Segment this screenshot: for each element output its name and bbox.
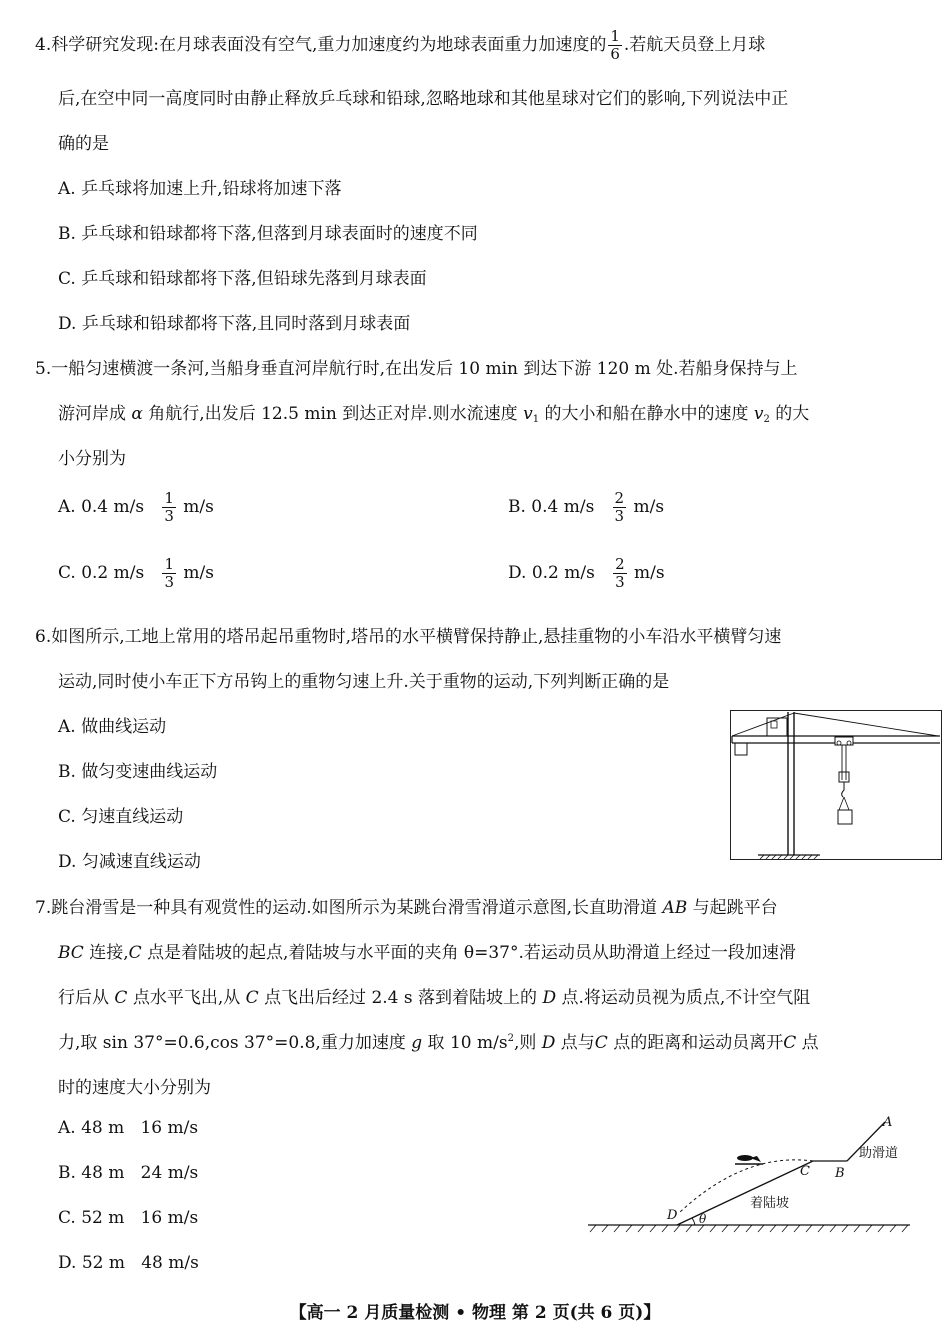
label-theta: θ: [699, 1212, 707, 1226]
q7-line3: 行后从 C 点水平飞出,从 C 点飞出后经过 2.4 s 落到着陆坡上的 D 点.将运动员视为质点,不计空气阻: [58, 988, 811, 1008]
label-A: A: [883, 1115, 893, 1130]
q7-line1: 7.跳台滑雪是一种具有观赏性的运动.如图所示为某跳台滑雪滑道示意图,长直助滑道 AB 与起跳平台: [35, 898, 778, 918]
alpha-symbol: α: [131, 404, 143, 424]
q6-option-c: C. 匀速直线运动: [58, 807, 184, 827]
q5-option-d: D. 0.2 m/s $\frac{2}{3}$ m/s: [508, 555, 665, 591]
q5-line2: 游河岸成 α 角航行,出发后 12.5 min 到达正对岸.则水流速度 $v_1$ 的大小和船在静水中的速度 $v_2$ 的大: [58, 404, 810, 425]
page-footer: 【高一 2 月质量检测 • 物理 第 2 页(共 6 页)】: [289, 1303, 661, 1323]
q6-option-a: A. 做曲线运动: [58, 717, 167, 737]
ski-jump-figure: [585, 1112, 915, 1237]
q4-option-c: C. 乒乓球和铅球都将下落,但铅球先落到月球表面: [58, 269, 427, 289]
q4-stem-a: 4.科学研究发现:在月球表面没有空气,重力加速度约为地球表面重力加速度的: [35, 35, 607, 55]
q4-option-d: D. 乒乓球和铅球都将下落,且同时落到月球表面: [58, 314, 411, 334]
q4-line1: [35, 28, 765, 63]
tower-crane-figure: [730, 710, 942, 860]
label-D: D: [667, 1208, 678, 1223]
q6-option-d: D. 匀减速直线运动: [58, 852, 201, 872]
q7-line2: BC 连接,C 点是着陆坡的起点,着陆坡与水平面的夹角 θ=37°.若运动员从助滑道上经过一段加速滑: [58, 943, 796, 963]
q7-option-d: D. 52 m 48 m/s: [58, 1253, 199, 1273]
q6-option-b: B. 做匀变速曲线运动: [58, 762, 218, 782]
q4-option-a: A. 乒乓球将加速上升,铅球将加速下落: [58, 179, 342, 199]
q7-option-a: A. 48 m 16 m/s: [58, 1118, 199, 1138]
label-landing-slope: 着陆坡: [750, 1196, 790, 1211]
q6-line1: 6.如图所示,工地上常用的塔吊起吊重物时,塔吊的水平横臂保持静止,悬挂重物的小车沿水平横臂匀速: [35, 627, 782, 647]
q5-option-b: B. 0.4 m/s $\frac{2}{3}$ m/s: [508, 489, 665, 525]
q5-option-c: C. 0.2 m/s $\frac{1}{3}$ m/s: [58, 555, 214, 591]
label-C: C: [800, 1164, 810, 1179]
label-B: B: [835, 1166, 845, 1181]
q5-line1: 5.一船匀速横渡一条河,当船身垂直河岸航行时,在出发后 10 min 到达下游 120 m 处.若船身保持与上: [35, 359, 798, 379]
q5-line3: 小分别为: [58, 449, 126, 469]
label-runway: 助滑道: [859, 1146, 899, 1161]
q7-option-c: C. 52 m 16 m/s: [58, 1208, 199, 1228]
q5-option-a: A. 0.4 m/s $\frac{1}{3}$ m/s: [58, 489, 214, 525]
q6-line2: 运动,同时使小车正下方吊钩上的重物匀速上升.关于重物的运动,下列判断正确的是: [58, 672, 670, 692]
q4-stem-b: .若航天员登上月球: [623, 35, 766, 55]
q4-fraction: $\frac{1}{6}$: [610, 27, 620, 63]
q7-option-b: B. 48 m 24 m/s: [58, 1163, 199, 1183]
q4-line2: 后,在空中同一高度同时由静止释放乒乓球和铅球,忽略地球和其他星球对它们的影响,下列说法中正: [58, 89, 789, 109]
q7-line5: 时的速度大小分别为: [58, 1078, 211, 1098]
q4-line3: 确的是: [58, 134, 109, 154]
q7-line4: 力,取 sin 37°=0.6,cos 37°=0.8,重力加速度 g 取 10 $m/s^2$,则 D 点与C 点的距离和运动员离开C 点: [58, 1033, 819, 1053]
q4-option-b: B. 乒乓球和铅球都将下落,但落到月球表面时的速度不同: [58, 224, 478, 244]
